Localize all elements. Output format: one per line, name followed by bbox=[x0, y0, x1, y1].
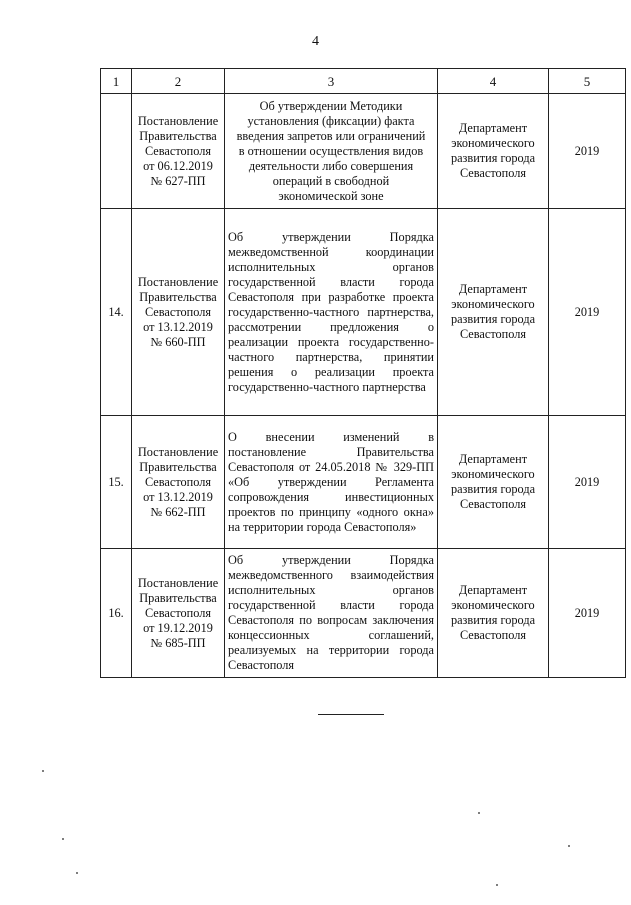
department-line: развития города bbox=[450, 151, 536, 165]
page-number: 4 bbox=[312, 34, 319, 49]
document-type: Постановление bbox=[137, 444, 219, 459]
department-line: Севастополя bbox=[459, 166, 527, 180]
year-cell: 2019 bbox=[549, 416, 626, 549]
department-line: экономического bbox=[451, 598, 535, 612]
department-line: Севастополя bbox=[459, 628, 527, 642]
document-title bbox=[225, 209, 438, 416]
document-issuer-city: Севастополя bbox=[144, 143, 212, 158]
department-cell bbox=[438, 549, 549, 678]
document-issuer-city: Севастополя bbox=[144, 474, 212, 489]
title-line: Об утверждении Методики bbox=[259, 98, 403, 113]
title-line: в отношении осуществления видов bbox=[238, 143, 424, 158]
header-col-1: 1 bbox=[101, 69, 132, 94]
department-line: развития города bbox=[450, 312, 536, 326]
title-line: экономической зоне bbox=[278, 188, 384, 203]
title-line: введения запретов или ограничений bbox=[236, 128, 426, 143]
department-cell bbox=[438, 416, 549, 549]
document-issuer-city: Севастополя bbox=[144, 605, 212, 620]
row-number: 16. bbox=[101, 549, 132, 678]
document-issuer: Правительства bbox=[139, 128, 217, 143]
document-issuer: Правительства bbox=[139, 289, 217, 304]
scan-speck bbox=[478, 812, 480, 814]
department-line: Департамент bbox=[458, 121, 528, 135]
year-cell: 2019 bbox=[549, 209, 626, 416]
header-col-3: 3 bbox=[225, 69, 438, 94]
table-row bbox=[101, 209, 626, 416]
department-line: экономического bbox=[451, 297, 535, 311]
year-cell: 2019 bbox=[549, 94, 626, 209]
department-line: Севастополя bbox=[459, 327, 527, 341]
document-date: от 13.12.2019 bbox=[143, 319, 213, 334]
scan-speck bbox=[76, 872, 78, 874]
header-col-5: 5 bbox=[549, 69, 626, 94]
department-line: Департамент bbox=[458, 282, 528, 296]
scan-speck bbox=[568, 845, 570, 847]
document-title bbox=[225, 94, 438, 209]
row-number bbox=[101, 94, 132, 209]
document-number: № 662-ПП bbox=[150, 504, 206, 519]
title-line: установления (фиксации) факта bbox=[247, 113, 415, 128]
department-line: Департамент bbox=[458, 452, 528, 466]
department-cell bbox=[438, 209, 549, 416]
year-cell: 2019 bbox=[549, 549, 626, 678]
document-date: от 06.12.2019 bbox=[143, 158, 213, 173]
scan-speck bbox=[42, 770, 44, 772]
department-line: экономического bbox=[451, 467, 535, 481]
document-type: Постановление bbox=[137, 575, 219, 590]
table-row bbox=[101, 549, 626, 678]
department-line: Севастополя bbox=[459, 497, 527, 511]
scan-speck bbox=[62, 838, 64, 840]
document-title bbox=[225, 549, 438, 678]
document-issuer: Правительства bbox=[139, 459, 217, 474]
department-cell bbox=[438, 94, 549, 209]
document-cell bbox=[132, 549, 225, 678]
document-date: от 19.12.2019 bbox=[143, 620, 213, 635]
header-col-2: 2 bbox=[132, 69, 225, 94]
row-number: 15. bbox=[101, 416, 132, 549]
table-row bbox=[101, 94, 626, 209]
title-text: О внесении изменений в постановление Правительства Севастополя от 24.05.2018 № 329-ПП «Об утверждении Регламента сопровождения инвестиционных проектов по принципу «одного окна» на территории города Севастополя» bbox=[228, 429, 434, 534]
document-issuer-city: Севастополя bbox=[144, 304, 212, 319]
scan-speck bbox=[496, 884, 498, 886]
document-date: от 13.12.2019 bbox=[143, 489, 213, 504]
department-line: развития города bbox=[450, 482, 536, 496]
document-type: Постановление bbox=[137, 113, 219, 128]
title-line: операций в свободной bbox=[272, 173, 390, 188]
title-text: Об утверждении Порядка межведомственного взаимодействия исполнительных органов государственной власти города Севастополя по вопросам заключения концессионных соглашений, реализуемых на территории города Севастополя bbox=[228, 553, 434, 672]
document-number: № 660-ПП bbox=[150, 334, 206, 349]
header-col-4: 4 bbox=[438, 69, 549, 94]
department-line: развития города bbox=[450, 613, 536, 627]
document-type: Постановление bbox=[137, 274, 219, 289]
document-number: № 685-ПП bbox=[150, 635, 206, 650]
title-text: Об утверждении Порядка межведомственной координации исполнительных органов государственной власти города Севастополя при разработке проекта государственно-частного партнерства, рассмотрении предложения о реализации проекта государственно-частного партнерства, принятии решения о реализации проекта государственно-частного партнерства bbox=[228, 229, 434, 394]
department-line: Департамент bbox=[458, 583, 528, 597]
row-number: 14. bbox=[101, 209, 132, 416]
document-cell bbox=[132, 416, 225, 549]
legal-acts-table bbox=[100, 68, 626, 678]
title-line: деятельности либо совершения bbox=[248, 158, 414, 173]
end-of-table-rule bbox=[318, 714, 384, 715]
document-title bbox=[225, 416, 438, 549]
table-row bbox=[101, 416, 626, 549]
table-header-row bbox=[101, 69, 626, 94]
department-line: экономического bbox=[451, 136, 535, 150]
document-cell bbox=[132, 94, 225, 209]
document-issuer: Правительства bbox=[139, 590, 217, 605]
document-cell bbox=[132, 209, 225, 416]
document-number: № 627-ПП bbox=[150, 173, 206, 188]
